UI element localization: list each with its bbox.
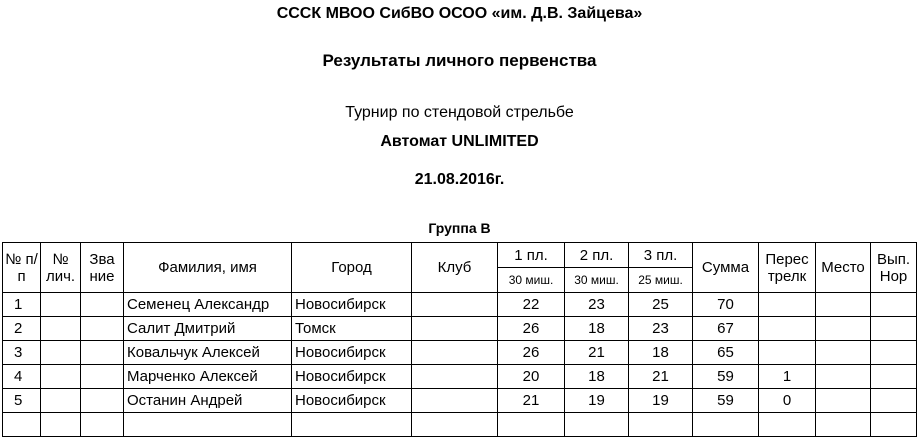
- document-title: Результаты личного первенства: [322, 51, 597, 70]
- table-row: [3, 413, 917, 437]
- cell-city: [292, 413, 412, 437]
- results-body: [3, 293, 917, 437]
- cell-platform-3: 23: [629, 317, 693, 341]
- cell-shootoff: [759, 341, 816, 365]
- col-header-club: Клуб: [412, 243, 498, 293]
- cell-platform-1: [498, 413, 565, 437]
- cell-city: Новосибирск: [292, 365, 412, 389]
- table-row: [3, 365, 917, 389]
- table-row: [3, 293, 917, 317]
- cell-platform-1: 26: [498, 341, 565, 365]
- cell-club: [412, 293, 498, 317]
- cell-sum: [693, 413, 759, 437]
- cell-platform-1: 20: [498, 365, 565, 389]
- cell-platform-1: 22: [498, 293, 565, 317]
- cell-shootoff: 1: [759, 365, 816, 389]
- cell-platform-3: 18: [629, 341, 693, 365]
- cell-sum: 59: [693, 389, 759, 413]
- cell-sum: 67: [693, 317, 759, 341]
- cell-norm: [871, 365, 917, 389]
- cell-rank: [81, 317, 124, 341]
- cell-norm: [871, 293, 917, 317]
- event-date: 21.08.2016г.: [414, 171, 505, 188]
- col-header-platform-2: 2 пл.: [565, 243, 629, 268]
- cell-sum: 65: [693, 341, 759, 365]
- cell-license: [41, 341, 81, 365]
- table-row: [3, 341, 917, 365]
- cell-platform-2: 19: [565, 389, 629, 413]
- cell-name: Ковальчук Алексей: [124, 341, 292, 365]
- cell-platform-1: 26: [498, 317, 565, 341]
- cell-platform-2: 21: [565, 341, 629, 365]
- cell-norm: [871, 341, 917, 365]
- cell-shootoff: [759, 293, 816, 317]
- group-label: Группа В: [428, 220, 491, 236]
- cell-norm: [871, 413, 917, 437]
- cell-platform-2: [565, 413, 629, 437]
- cell-license: [41, 365, 81, 389]
- cell-platform-3: 19: [629, 389, 693, 413]
- cell-name: Останин Андрей: [124, 389, 292, 413]
- cell-place: [816, 293, 871, 317]
- results-table: [2, 242, 917, 437]
- cell-rank: [81, 413, 124, 437]
- cell-pp: 5: [3, 389, 41, 413]
- col-subheader-platform-1: 30 миш.: [498, 268, 565, 293]
- col-header-city: Город: [292, 243, 412, 293]
- cell-shootoff: 0: [759, 389, 816, 413]
- cell-name: Марченко Алексей: [124, 365, 292, 389]
- cell-place: [816, 389, 871, 413]
- col-header-license: № лич.: [41, 243, 81, 293]
- cell-name: Салит Дмитрий: [124, 317, 292, 341]
- cell-platform-1: 21: [498, 389, 565, 413]
- cell-place: [816, 413, 871, 437]
- cell-club: [412, 341, 498, 365]
- cell-norm: [871, 317, 917, 341]
- cell-license: [41, 389, 81, 413]
- col-subheader-platform-3: 25 миш.: [629, 268, 693, 293]
- col-header-sum: Сумма: [693, 243, 759, 293]
- cell-platform-2: 23: [565, 293, 629, 317]
- col-header-norm: Вып. Нор: [871, 243, 917, 293]
- cell-license: [41, 413, 81, 437]
- col-header-rank: Зва ние: [81, 243, 124, 293]
- cell-city: Новосибирск: [292, 341, 412, 365]
- header-row: [3, 243, 917, 268]
- col-header-platform-1: 1 пл.: [498, 243, 565, 268]
- cell-pp: 4: [3, 365, 41, 389]
- cell-shootoff: [759, 317, 816, 341]
- cell-club: [412, 365, 498, 389]
- organization-title: СССК МВОО СибВО ОСОО «им. Д.В. Зайцева»: [276, 5, 643, 22]
- cell-rank: [81, 341, 124, 365]
- tournament-name: Турнир по стендовой стрельбе: [345, 104, 574, 121]
- col-subheader-platform-2: 30 миш.: [565, 268, 629, 293]
- col-header-shootoff: Перес трелк: [759, 243, 816, 293]
- col-header-name: Фамилия, имя: [124, 243, 292, 293]
- cell-platform-3: [629, 413, 693, 437]
- table-row: [3, 317, 917, 341]
- cell-place: [816, 341, 871, 365]
- cell-club: [412, 413, 498, 437]
- cell-club: [412, 389, 498, 413]
- cell-sum: 70: [693, 293, 759, 317]
- cell-norm: [871, 389, 917, 413]
- cell-pp: 2: [3, 317, 41, 341]
- col-header-platform-3: 3 пл.: [629, 243, 693, 268]
- cell-platform-3: 25: [629, 293, 693, 317]
- cell-name: [124, 413, 292, 437]
- cell-club: [412, 317, 498, 341]
- cell-pp: [3, 413, 41, 437]
- cell-shootoff: [759, 413, 816, 437]
- cell-platform-2: 18: [565, 365, 629, 389]
- cell-city: Томск: [292, 317, 412, 341]
- cell-rank: [81, 389, 124, 413]
- cell-city: Новосибирск: [292, 389, 412, 413]
- cell-platform-2: 18: [565, 317, 629, 341]
- col-header-place: Место: [816, 243, 871, 293]
- cell-license: [41, 317, 81, 341]
- cell-rank: [81, 365, 124, 389]
- cell-license: [41, 293, 81, 317]
- cell-rank: [81, 293, 124, 317]
- cell-platform-3: 21: [629, 365, 693, 389]
- cell-name: Семенец Александр: [124, 293, 292, 317]
- cell-place: [816, 317, 871, 341]
- cell-sum: 59: [693, 365, 759, 389]
- col-header-pp: № п/п: [3, 243, 41, 293]
- table-row: [3, 389, 917, 413]
- discipline-name: Автомат UNLIMITED: [380, 133, 539, 150]
- cell-place: [816, 365, 871, 389]
- cell-pp: 1: [3, 293, 41, 317]
- cell-city: Новосибирск: [292, 293, 412, 317]
- cell-pp: 3: [3, 341, 41, 365]
